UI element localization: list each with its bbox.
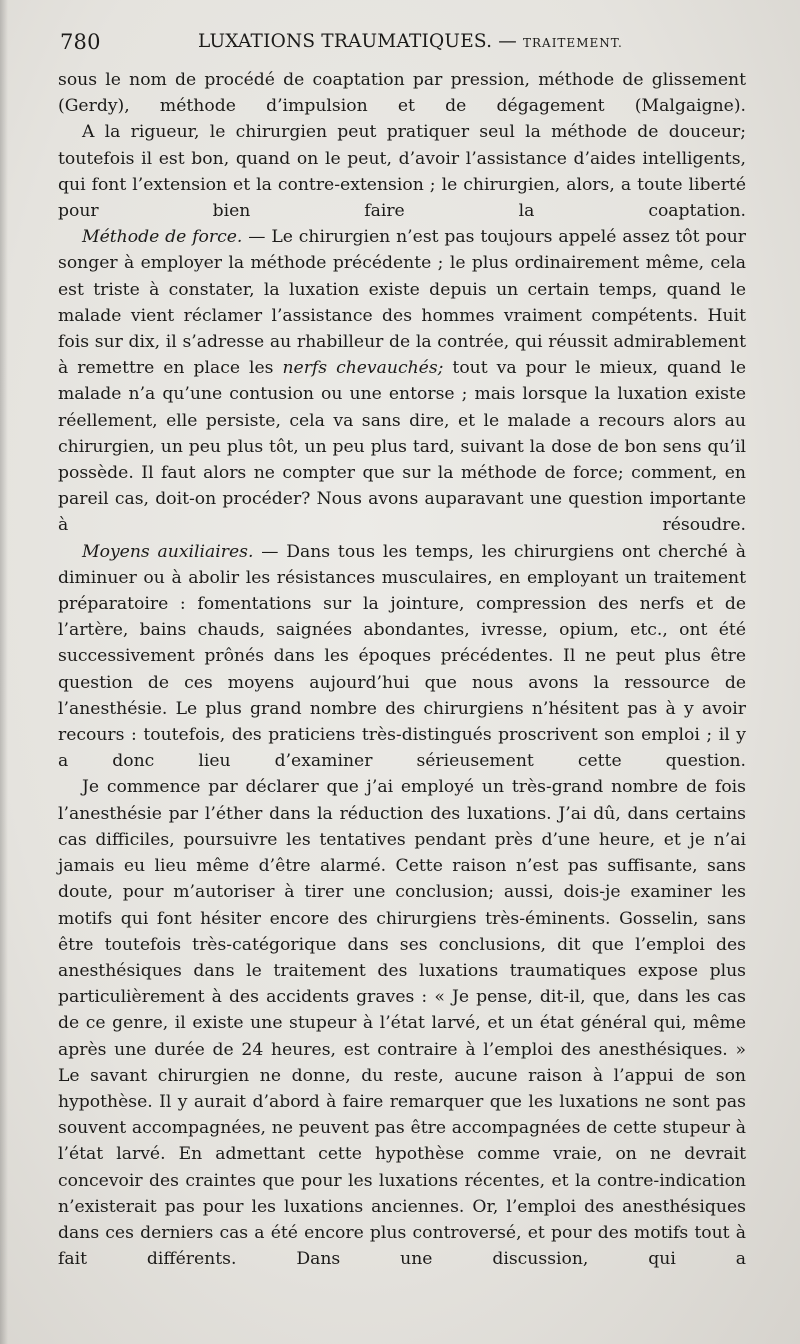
- paragraph-5: [58, 774, 746, 1272]
- paragraph-1: [58, 67, 746, 119]
- running-section: TRAITEMENT.: [522, 36, 623, 50]
- italic-phrase-nerfs-chevauches: nerfs chevauchés;: [282, 358, 444, 379]
- body-text: [58, 67, 746, 1272]
- paragraph-4-text: — Dans tous les temps, les chirurgiens ont cherché à diminuer ou à abolir les résistances musculaires, en employant un traitement préparatoire : fomentations sur la jointure, compression des nerfs et de l’artère, bains chauds, saignées abondantes, ivresse, opium, etc., ont été successivement prônés dans les époques précédentes. Il ne peut plus être question de ces moyens aujourd’hui que nous avons la ressource de l’anesthésie. Le plus grand nombre des chirurgiens n’hésitent pas à y avoir recours : toutefois, des praticiens très-distingués proscrivent son emploi ; il y a donc lieu d’examiner sérieusement cette question.: [58, 541, 746, 772]
- section-lead-moyens-auxiliaires: Moyens auxiliaires.: [82, 541, 254, 562]
- running-title-text: LUXATIONS TRAUMATIQUES. —: [198, 31, 517, 52]
- paragraph-1-text: sous le nom de procédé de coaptation par pression, méthode de glissement (Gerdy), méthode d’impulsion et de dégagement (Malgaigne).: [58, 70, 746, 117]
- paragraph-3-tail: tout va pour le mieux, quand le malade n’a qu’une contusion ou une entorse ; mais lorsque la luxation existe réellement, elle persiste, cela va sans dire, et le malade a recours alors au chirurgien, un peu plus tôt, un peu plus tard, suivant la dose de bon sens qu’il possède. Il faut alors ne compter que sur la méthode de force; comment, en pareil cas, doit-on procéder? Nous avons auparavant une question importante à résoudre.: [58, 358, 746, 536]
- page-number: 780: [60, 30, 101, 54]
- paragraph-2-text: A la rigueur, le chirurgien peut pratiquer seul la méthode de douceur; toutefois il est bon, quand on le peut, d’avoir l’assistance d’aides intelligents, qui font l’extension et la contre-extension ; le chirurgien, alors, a toute liberté pour bien faire la coaptation.: [58, 122, 746, 222]
- paragraph-2: [58, 119, 746, 224]
- page-edge-shadow: [0, 0, 8, 1344]
- paragraph-3-text: — Le chirurgien n’est pas toujours appelé assez tôt pour songer à employer la méthode précédente ; le plus ordinairement même, cela est triste à constater, la luxation existe depuis un certain temps, quand le malade vient réclamer l’assistance des hommes vraiment compétents. Huit fois sur dix, il s’adresse au rhabilleur de la contrée, qui réussit admirablement à remettre en place les: [58, 227, 746, 379]
- running-title: [198, 31, 623, 52]
- section-lead-methode-de-force: Méthode de force.: [82, 227, 243, 248]
- paragraph-5-text: Je commence par déclarer que j’ai employé un très-grand nombre de fois l’anesthésie par l’éther dans la réduction des luxations. J’ai dû, dans certains cas difficiles, poursuivre les tentatives pendant près d’une heure, et je n’ai jamais eu lieu même d’être alarmé. Cette raison n’est pas suffisante, sans doute, pour m’autoriser à tirer une conclusion; aussi, dois-je examiner les motifs qui font hésiter encore des chirurgiens très-éminents. Gosselin, sans être toutefois très-catégorique dans ses conclusions, dit que l’emploi des anesthésiques dans le traitement des luxations traumatiques expose plus particulièrement à des accidents graves : « Je pense, dit-il, que, dans les cas de ce genre, il existe une stupeur à l’état larvé, et un état général qui, même après une durée de 24 heures, est contraire à l’emploi des anesthésiques. » Le savant chirurgien ne donne, du reste, aucune raison à l’appui de son hypothèse. Il y aurait d’abord à faire remarquer que les luxations ne sont pas souvent accompagnées, ne peuvent pas être accompagnées de cette stupeur à l’état larvé. En admettant cette hypothèse comme vraie, on ne devrait concevoir des craintes que pour les luxations récentes, et la contre-indication n’existerait pas pour les luxations anciennes. Or, l’emploi des anesthésiques dans ces derniers cas a été encore plus controversé, et pour des motifs tout à fait différents. Dans une discussion, qui a: [58, 777, 746, 1270]
- paragraph-moyens-auxiliaires: [58, 539, 746, 775]
- running-header: [58, 30, 745, 60]
- paragraph-methode-de-force: [58, 224, 746, 538]
